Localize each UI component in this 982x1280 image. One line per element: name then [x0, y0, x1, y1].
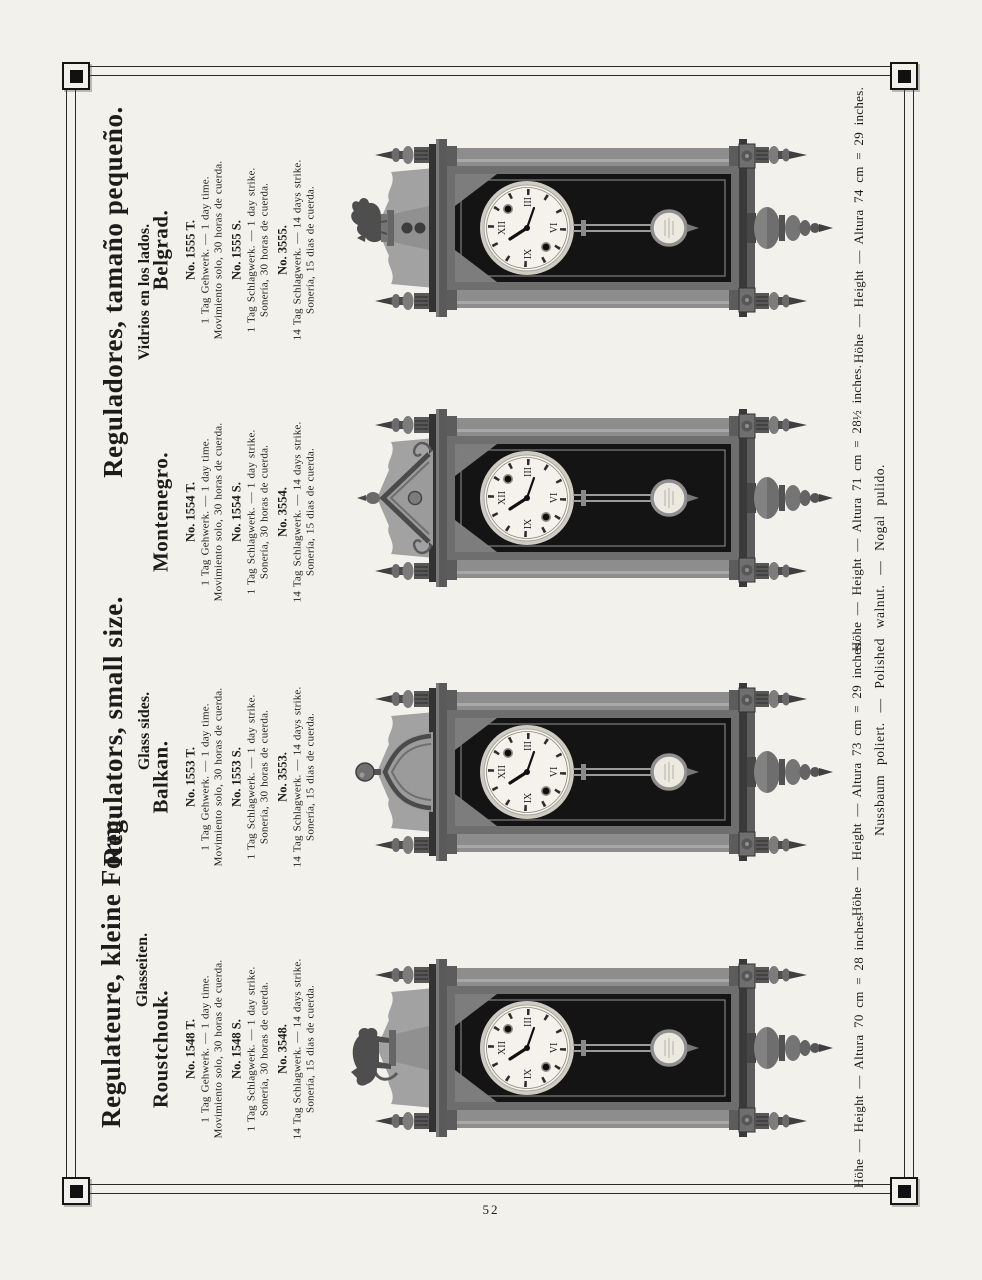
height-caption-roustchouk: Höhe — Height — Altura 70 cm = 28 inches.: [851, 911, 866, 1189]
clock-illustration-belgrad: [337, 108, 847, 348]
corner-square-icon: [898, 70, 911, 83]
clock-illustration-balkan: [337, 652, 847, 892]
border-corner-ornament: [890, 1177, 918, 1205]
page-subtitle-de: Glasseiten.: [134, 932, 151, 1008]
clock-drawing: [337, 378, 847, 618]
variant-desc-es: Sonería, 30 horas de cuerda.: [258, 182, 271, 318]
variant-desc-es: Sonería, 30 horas de cuerda.: [258, 444, 271, 580]
variant-desc-es: Sonería, 15 dias de cuerda.: [304, 448, 317, 576]
page-title-es: Reguladores, tamaño pequeño.: [98, 106, 128, 478]
variant-number: No. 3553.: [275, 752, 290, 802]
clock-illustration-montenegro: [337, 378, 847, 618]
variant-desc: 1 Tag Schlagwerk. — 1 day strike.: [245, 429, 258, 595]
corner-square-icon: [70, 70, 83, 83]
variant-desc: 14 Tag Schlagwerk. — 14 days strike.: [291, 159, 304, 341]
variant-desc-es: Sonería, 30 horas de cuerda.: [258, 981, 271, 1117]
clock-illustration-roustchouk: [337, 928, 847, 1168]
title-block-spanish: [98, 106, 154, 478]
variant-number: No. 3554.: [275, 487, 290, 537]
border-corner-ornament: [890, 62, 918, 90]
variant-number: No. 1553 S.: [229, 747, 244, 807]
product-name: Belgrad.: [148, 209, 173, 291]
height-caption-balkan: Höhe — Height — Altura 73 cm = 29 inches.: [849, 639, 864, 917]
page-title-en: Regulators, small size.: [98, 595, 128, 867]
product-info-belgrad: [149, 160, 318, 341]
page-number: 52: [482, 1202, 500, 1217]
corner-square-icon: [70, 1185, 83, 1198]
border-corner-ornament: [62, 1177, 90, 1205]
clock-drawing: [337, 108, 847, 348]
variant-desc-es: Sonería, 30 horas de cuerda.: [258, 709, 271, 845]
clock-drawing: [337, 928, 847, 1168]
variant-desc-es: Sonería, 15 dias de cuerda.: [304, 985, 317, 1113]
variant-desc: 14 Tag Schlagwerk. — 14 days strike.: [291, 958, 304, 1140]
variant-desc: 1 Tag Schlagwerk. — 1 day strike.: [245, 167, 258, 333]
product-name: Balkan.: [148, 740, 173, 814]
variant-number: No. 1555 S.: [229, 220, 244, 280]
variant-desc-es: Sonería, 15 dias de cuerda.: [304, 186, 317, 314]
variant-desc: 14 Tag Schlagwerk. — 14 days strike.: [291, 686, 304, 868]
variant-desc: 1 Tag Gehwerk. — 1 day time.: [199, 703, 212, 851]
variant-desc: 1 Tag Schlagwerk. — 1 day strike.: [245, 694, 258, 860]
finish-caption: Nussbaum poliert. — Polished walnut. — Nogal pulido.: [872, 464, 887, 836]
variant-desc: 14 Tag Schlagwerk. — 14 days strike.: [291, 421, 304, 603]
variant-number: No. 1553 T.: [183, 747, 198, 807]
variant-desc-es: Movimiento solo, 30 horas de cuerda.: [212, 160, 225, 340]
variant-desc: 1 Tag Gehwerk. — 1 day time.: [199, 438, 212, 586]
height-caption-montenegro: Höhe — Height — Altura 71 cm = 28½ inches.: [849, 364, 864, 652]
corner-square-icon: [898, 1185, 911, 1198]
variant-number: No. 1554 S.: [229, 482, 244, 542]
variant-desc: 1 Tag Gehwerk. — 1 day time.: [199, 975, 212, 1123]
page-subtitle-es: Vidrios en los lados.: [136, 223, 153, 361]
variant-desc-es: Movimiento solo, 30 horas de cuerda.: [212, 422, 225, 602]
height-caption-belgrad: Höhe — Height — Altura 74 cm = 29 inches.: [851, 86, 866, 364]
variant-desc-es: Sonería, 15 dias de cuerda.: [304, 713, 317, 841]
variant-number: No. 1554 T.: [183, 482, 198, 542]
variant-desc: 1 Tag Gehwerk. — 1 day time.: [199, 176, 212, 324]
product-name: Montenegro.: [148, 452, 173, 573]
product-info-roustchouk: [149, 959, 318, 1140]
title-block-english: [98, 596, 154, 866]
variant-number: No. 1548 T.: [183, 1019, 198, 1079]
border-corner-ornament: [62, 62, 90, 90]
product-info-montenegro: [149, 422, 318, 603]
page-subtitle-en: Glass sides.: [136, 691, 153, 771]
variant-desc-es: Movimiento solo, 30 horas de cuerda.: [212, 687, 225, 867]
variant-desc-es: Movimiento solo, 30 horas de cuerda.: [212, 959, 225, 1139]
variant-number: No. 3555.: [275, 225, 290, 275]
clock-drawing: [337, 652, 847, 892]
variant-number: No. 1548 S.: [229, 1019, 244, 1079]
page-title-de: Regulateure, kleine Form.: [96, 812, 126, 1128]
variant-number: No. 3548.: [275, 1024, 290, 1074]
variant-number: No. 1555 T.: [183, 220, 198, 280]
variant-desc: 1 Tag Schlagwerk. — 1 day strike.: [245, 966, 258, 1132]
product-name: Roustchouk.: [148, 989, 173, 1109]
product-info-balkan: [149, 687, 318, 868]
